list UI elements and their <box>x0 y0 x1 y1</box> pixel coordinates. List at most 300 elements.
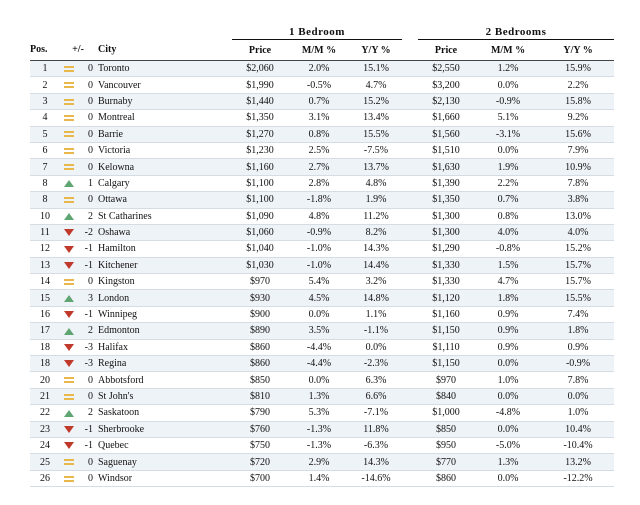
rent-ranking-table <box>30 22 614 487</box>
yy-2bed-cell: 15.9% <box>542 61 614 77</box>
table-row <box>30 159 614 175</box>
city-cell: Calgary <box>96 175 196 191</box>
change-value: -3 <box>84 341 93 353</box>
mm-1bed-cell: -1.3% <box>288 437 350 453</box>
yy-2bed-cell: 15.8% <box>542 93 614 109</box>
table-row <box>30 208 614 224</box>
change-cell <box>60 159 96 175</box>
change-value: 2 <box>88 210 93 222</box>
rank-cell: 10 <box>30 208 60 224</box>
mm-2bed-cell: -0.8% <box>474 241 542 257</box>
mm-1bed-cell: 5.4% <box>288 274 350 290</box>
price-1bed-cell: $900 <box>232 306 288 322</box>
two-bedroom-group-title: 2 Bedrooms <box>418 22 614 40</box>
mm-1bed-cell: 2.9% <box>288 454 350 470</box>
no-change-icon <box>63 98 75 106</box>
change-value: 0 <box>88 374 93 386</box>
no-change-icon <box>63 130 75 138</box>
up-arrow-icon <box>64 295 74 302</box>
price-2bed-cell: $850 <box>418 421 474 437</box>
change-value: -1 <box>84 440 93 452</box>
no-change-icon <box>63 65 75 73</box>
mm-1bed-cell: 0.0% <box>288 306 350 322</box>
city-header: City <box>96 40 196 61</box>
yy-1bed-cell: -14.6% <box>350 470 402 486</box>
up-arrow-icon <box>64 213 74 220</box>
change-value: -3 <box>84 358 93 370</box>
table-row <box>30 241 614 257</box>
mm-2bed-cell: 5.1% <box>474 110 542 126</box>
mm-1bed-cell: 4.8% <box>288 208 350 224</box>
yy-2bed-cell: 4.0% <box>542 224 614 240</box>
price-2bed-cell: $970 <box>418 372 474 388</box>
no-change-icon <box>63 376 75 384</box>
change-cell <box>60 224 96 240</box>
price-1bed-cell: $810 <box>232 388 288 404</box>
price-2bed-cell: $1,300 <box>418 208 474 224</box>
price-1bed-cell: $930 <box>232 290 288 306</box>
change-cell <box>60 192 96 208</box>
change-cell <box>60 405 96 421</box>
yy-2bed-cell: -10.4% <box>542 437 614 453</box>
rank-cell: 24 <box>30 437 60 453</box>
mm-1bed-header: M/M % <box>288 40 350 61</box>
yy-2bed-cell: 1.8% <box>542 323 614 339</box>
down-arrow-icon <box>64 360 74 367</box>
table-row <box>30 339 614 355</box>
rank-cell: 6 <box>30 142 60 158</box>
group-header-row <box>30 22 614 40</box>
city-cell: Kelowna <box>96 159 196 175</box>
mm-1bed-cell: -4.4% <box>288 339 350 355</box>
yy-2bed-cell: 7.4% <box>542 306 614 322</box>
yy-1bed-header: Y/Y % <box>350 40 402 61</box>
yy-2bed-cell: 15.6% <box>542 126 614 142</box>
mm-1bed-cell: 4.5% <box>288 290 350 306</box>
change-cell <box>60 257 96 273</box>
price-2bed-cell: $1,110 <box>418 339 474 355</box>
up-arrow-icon <box>64 410 74 417</box>
rank-cell: 25 <box>30 454 60 470</box>
rank-cell: 16 <box>30 306 60 322</box>
no-change-icon <box>63 475 75 483</box>
rank-cell: 5 <box>30 126 60 142</box>
table-row <box>30 306 614 322</box>
yy-2bed-cell: 0.0% <box>542 388 614 404</box>
price-1bed-cell: $790 <box>232 405 288 421</box>
rank-cell: 15 <box>30 290 60 306</box>
table-row <box>30 356 614 372</box>
city-cell: Ottawa <box>96 192 196 208</box>
change-value: 0 <box>88 391 93 402</box>
price-1bed-cell: $1,350 <box>232 110 288 126</box>
table-row <box>30 110 614 126</box>
no-change-icon <box>63 147 75 155</box>
price-1bed-cell: $720 <box>232 454 288 470</box>
city-cell: Saguenay <box>96 454 196 470</box>
price-2bed-cell: $860 <box>418 470 474 486</box>
change-cell <box>60 290 96 306</box>
city-cell: Montreal <box>96 110 196 126</box>
yy-2bed-cell: 7.8% <box>542 372 614 388</box>
table-row <box>30 93 614 109</box>
mm-2bed-cell: 1.2% <box>474 61 542 77</box>
change-value: 0 <box>88 145 93 157</box>
rank-cell: 3 <box>30 93 60 109</box>
change-value: -1 <box>84 259 93 271</box>
change-value: -1 <box>84 243 93 255</box>
mm-1bed-cell: 2.0% <box>288 61 350 77</box>
up-arrow-icon <box>64 180 74 187</box>
table-row <box>30 274 614 290</box>
city-cell: Winnipeg <box>96 306 196 322</box>
change-header: +/- <box>60 40 96 61</box>
price-2bed-cell: $1,160 <box>418 306 474 322</box>
rank-cell: 21 <box>30 388 60 404</box>
change-value: -1 <box>84 309 93 321</box>
yy-1bed-cell: -1.1% <box>350 323 402 339</box>
price-2bed-cell: $1,290 <box>418 241 474 257</box>
yy-1bed-cell: 4.7% <box>350 77 402 93</box>
change-cell <box>60 470 96 486</box>
change-cell <box>60 175 96 191</box>
mm-2bed-cell: 1.8% <box>474 290 542 306</box>
change-cell <box>60 61 96 77</box>
mm-2bed-cell: 4.7% <box>474 274 542 290</box>
rank-cell: 22 <box>30 405 60 421</box>
price-2bed-cell: $1,150 <box>418 323 474 339</box>
table-row <box>30 421 614 437</box>
price-2bed-cell: $1,350 <box>418 192 474 208</box>
price-2bed-cell: $1,630 <box>418 159 474 175</box>
change-cell <box>60 356 96 372</box>
yy-1bed-cell: 14.4% <box>350 257 402 273</box>
mm-1bed-cell: -4.4% <box>288 356 350 372</box>
yy-2bed-cell: 9.2% <box>542 110 614 126</box>
pos-header: Pos. <box>30 40 60 61</box>
change-cell <box>60 388 96 404</box>
city-cell: Barrie <box>96 126 196 142</box>
price-1bed-header: Price <box>232 40 288 61</box>
rank-cell: 18 <box>30 356 60 372</box>
change-cell <box>60 93 96 109</box>
table-row <box>30 61 614 77</box>
mm-1bed-cell: 5.3% <box>288 405 350 421</box>
mm-1bed-cell: -1.3% <box>288 421 350 437</box>
price-1bed-cell: $1,060 <box>232 224 288 240</box>
yy-2bed-cell: -0.9% <box>542 356 614 372</box>
mm-2bed-header: M/M % <box>474 40 542 61</box>
down-arrow-icon <box>64 311 74 318</box>
yy-1bed-cell: 14.3% <box>350 454 402 470</box>
table-row <box>30 405 614 421</box>
city-cell: Burnaby <box>96 93 196 109</box>
rank-cell: 1 <box>30 61 60 77</box>
yy-2bed-cell: 2.2% <box>542 77 614 93</box>
change-cell <box>60 421 96 437</box>
mm-1bed-cell: 1.4% <box>288 470 350 486</box>
change-value: 0 <box>88 112 93 124</box>
price-2bed-cell: $3,200 <box>418 77 474 93</box>
city-cell: Regina <box>96 356 196 372</box>
no-change-icon <box>63 393 75 401</box>
price-1bed-cell: $860 <box>232 356 288 372</box>
mm-2bed-cell: 0.0% <box>474 470 542 486</box>
rank-cell: 20 <box>30 372 60 388</box>
rank-cell: 26 <box>30 470 60 486</box>
price-1bed-cell: $760 <box>232 421 288 437</box>
change-value: 0 <box>88 128 93 140</box>
column-header-row <box>30 40 614 61</box>
change-value: 0 <box>88 95 93 107</box>
mm-1bed-cell: -1.0% <box>288 241 350 257</box>
no-change-icon <box>63 196 75 204</box>
yy-1bed-cell: 15.1% <box>350 61 402 77</box>
mm-2bed-cell: 0.0% <box>474 421 542 437</box>
mm-2bed-cell: 1.9% <box>474 159 542 175</box>
change-cell <box>60 323 96 339</box>
yy-2bed-header: Y/Y % <box>542 40 614 61</box>
price-1bed-cell: $1,440 <box>232 93 288 109</box>
price-2bed-cell: $840 <box>418 388 474 404</box>
city-cell: Kingston <box>96 274 196 290</box>
yy-1bed-cell: 1.9% <box>350 192 402 208</box>
mm-2bed-cell: -3.1% <box>474 126 542 142</box>
price-1bed-cell: $1,090 <box>232 208 288 224</box>
table-row <box>30 372 614 388</box>
table-row <box>30 142 614 158</box>
table-row <box>30 175 614 191</box>
mm-1bed-cell: 0.7% <box>288 93 350 109</box>
one-bedroom-group-title: 1 Bedroom <box>232 22 402 40</box>
no-change-icon <box>63 163 75 171</box>
table-row <box>30 290 614 306</box>
city-cell: Sherbrooke <box>96 421 196 437</box>
yy-1bed-cell: 6.6% <box>350 388 402 404</box>
yy-2bed-cell: 7.9% <box>542 142 614 158</box>
table-row <box>30 437 614 453</box>
yy-1bed-cell: 13.4% <box>350 110 402 126</box>
table-row <box>30 192 614 208</box>
yy-1bed-cell: -2.3% <box>350 356 402 372</box>
down-arrow-icon <box>64 229 74 236</box>
change-value: 3 <box>88 292 93 304</box>
rank-cell: 4 <box>30 110 60 126</box>
mm-2bed-cell: 0.0% <box>474 77 542 93</box>
down-arrow-icon <box>64 426 74 433</box>
mm-1bed-cell: 2.5% <box>288 142 350 158</box>
rank-cell: 8 <box>30 175 60 191</box>
price-2bed-cell: $2,130 <box>418 93 474 109</box>
mm-2bed-cell: -5.0% <box>474 437 542 453</box>
price-1bed-cell: $1,270 <box>232 126 288 142</box>
price-1bed-cell: $1,030 <box>232 257 288 273</box>
city-cell: Toronto <box>96 61 196 77</box>
mm-2bed-cell: -4.8% <box>474 405 542 421</box>
yy-2bed-cell: 13.2% <box>542 454 614 470</box>
yy-2bed-cell: 10.4% <box>542 421 614 437</box>
change-value: 1 <box>88 177 93 189</box>
down-arrow-icon <box>64 246 74 253</box>
yy-1bed-cell: 11.8% <box>350 421 402 437</box>
yy-2bed-cell: -12.2% <box>542 470 614 486</box>
yy-2bed-cell: 13.0% <box>542 208 614 224</box>
yy-1bed-cell: 0.0% <box>350 339 402 355</box>
rank-cell: 14 <box>30 274 60 290</box>
yy-1bed-cell: -7.1% <box>350 405 402 421</box>
mm-2bed-cell: 0.9% <box>474 306 542 322</box>
change-cell <box>60 241 96 257</box>
mm-2bed-cell: 0.8% <box>474 208 542 224</box>
table-row <box>30 323 614 339</box>
yy-2bed-cell: 10.9% <box>542 159 614 175</box>
table-row <box>30 470 614 486</box>
price-2bed-cell: $1,120 <box>418 290 474 306</box>
mm-1bed-cell: 3.1% <box>288 110 350 126</box>
city-cell: Halifax <box>96 339 196 355</box>
mm-2bed-cell: 0.0% <box>474 356 542 372</box>
yy-2bed-cell: 3.8% <box>542 192 614 208</box>
price-1bed-cell: $890 <box>232 323 288 339</box>
price-1bed-cell: $1,100 <box>232 192 288 208</box>
price-2bed-cell: $1,330 <box>418 274 474 290</box>
mm-1bed-cell: 2.8% <box>288 175 350 191</box>
change-cell <box>60 274 96 290</box>
mm-1bed-cell: 0.0% <box>288 372 350 388</box>
price-2bed-cell: $1,300 <box>418 224 474 240</box>
yy-1bed-cell: 3.2% <box>350 274 402 290</box>
mm-1bed-cell: -0.9% <box>288 224 350 240</box>
yy-1bed-cell: -7.5% <box>350 142 402 158</box>
rank-cell: 18 <box>30 339 60 355</box>
city-cell: Vancouver <box>96 77 196 93</box>
rank-cell: 8 <box>30 192 60 208</box>
city-cell: St Catharines <box>96 208 196 224</box>
mm-1bed-cell: 0.8% <box>288 126 350 142</box>
mm-2bed-cell: 0.0% <box>474 142 542 158</box>
price-2bed-cell: $950 <box>418 437 474 453</box>
yy-1bed-cell: 8.2% <box>350 224 402 240</box>
up-arrow-icon <box>64 328 74 335</box>
mm-1bed-cell: -0.5% <box>288 77 350 93</box>
change-value: 0 <box>88 472 93 484</box>
price-1bed-cell: $1,160 <box>232 159 288 175</box>
city-cell: Victoria <box>96 142 196 158</box>
yy-1bed-cell: 15.5% <box>350 126 402 142</box>
change-value: 0 <box>88 63 93 75</box>
change-cell <box>60 372 96 388</box>
price-1bed-cell: $1,990 <box>232 77 288 93</box>
change-value: 0 <box>88 276 93 288</box>
city-cell: London <box>96 290 196 306</box>
city-cell: Saskatoon <box>96 405 196 421</box>
change-value: 2 <box>88 325 93 337</box>
city-cell: Oshawa <box>96 224 196 240</box>
price-1bed-cell: $1,040 <box>232 241 288 257</box>
rank-cell: 13 <box>30 257 60 273</box>
no-change-icon <box>63 278 75 286</box>
rank-cell: 12 <box>30 241 60 257</box>
change-cell <box>60 437 96 453</box>
down-arrow-icon <box>64 344 74 351</box>
mm-2bed-cell: 0.9% <box>474 339 542 355</box>
price-2bed-cell: $1,390 <box>418 175 474 191</box>
mm-2bed-cell: 0.9% <box>474 323 542 339</box>
down-arrow-icon <box>64 442 74 449</box>
table-row <box>30 388 614 404</box>
change-cell <box>60 126 96 142</box>
price-2bed-header: Price <box>418 40 474 61</box>
city-cell: Edmonton <box>96 323 196 339</box>
rank-cell: 7 <box>30 159 60 175</box>
price-1bed-cell: $860 <box>232 339 288 355</box>
mm-1bed-cell: 3.5% <box>288 323 350 339</box>
change-value: 0 <box>88 456 93 468</box>
no-change-icon <box>63 114 75 122</box>
mm-2bed-cell: 1.3% <box>474 454 542 470</box>
change-cell <box>60 77 96 93</box>
yy-2bed-cell: 15.7% <box>542 257 614 273</box>
price-2bed-cell: $1,510 <box>418 142 474 158</box>
mm-2bed-cell: 0.7% <box>474 192 542 208</box>
city-cell: St John's <box>96 388 196 404</box>
price-1bed-cell: $2,060 <box>232 61 288 77</box>
change-value: -2 <box>84 227 93 239</box>
table-row <box>30 257 614 273</box>
yy-1bed-cell: 14.8% <box>350 290 402 306</box>
no-change-icon <box>63 458 75 466</box>
yy-1bed-cell: 15.2% <box>350 93 402 109</box>
change-value: 0 <box>88 161 93 173</box>
yy-2bed-cell: 1.0% <box>542 405 614 421</box>
mm-2bed-cell: 1.5% <box>474 257 542 273</box>
price-1bed-cell: $970 <box>232 274 288 290</box>
price-2bed-cell: $1,330 <box>418 257 474 273</box>
mm-2bed-cell: 4.0% <box>474 224 542 240</box>
table-body <box>30 61 614 487</box>
table-row <box>30 454 614 470</box>
rent-ranking-table-container <box>30 22 614 487</box>
price-1bed-cell: $1,230 <box>232 142 288 158</box>
price-2bed-cell: $2,550 <box>418 61 474 77</box>
price-2bed-cell: $1,560 <box>418 126 474 142</box>
price-1bed-cell: $700 <box>232 470 288 486</box>
change-cell <box>60 142 96 158</box>
city-cell: Hamilton <box>96 241 196 257</box>
yy-1bed-cell: 11.2% <box>350 208 402 224</box>
yy-2bed-cell: 7.8% <box>542 175 614 191</box>
price-2bed-cell: $1,660 <box>418 110 474 126</box>
city-cell: Kitchener <box>96 257 196 273</box>
yy-2bed-cell: 15.2% <box>542 241 614 257</box>
change-cell <box>60 208 96 224</box>
yy-1bed-cell: 6.3% <box>350 372 402 388</box>
change-cell <box>60 110 96 126</box>
yy-2bed-cell: 15.5% <box>542 290 614 306</box>
rank-cell: 17 <box>30 323 60 339</box>
yy-1bed-cell: 14.3% <box>350 241 402 257</box>
mm-1bed-cell: 2.7% <box>288 159 350 175</box>
rank-cell: 2 <box>30 77 60 93</box>
yy-2bed-cell: 0.9% <box>542 339 614 355</box>
mm-2bed-cell: 0.0% <box>474 388 542 404</box>
rank-cell: 23 <box>30 421 60 437</box>
change-cell <box>60 454 96 470</box>
city-cell: Abbotsford <box>96 372 196 388</box>
price-2bed-cell: $1,000 <box>418 405 474 421</box>
change-value: 0 <box>88 79 93 91</box>
change-cell <box>60 306 96 322</box>
